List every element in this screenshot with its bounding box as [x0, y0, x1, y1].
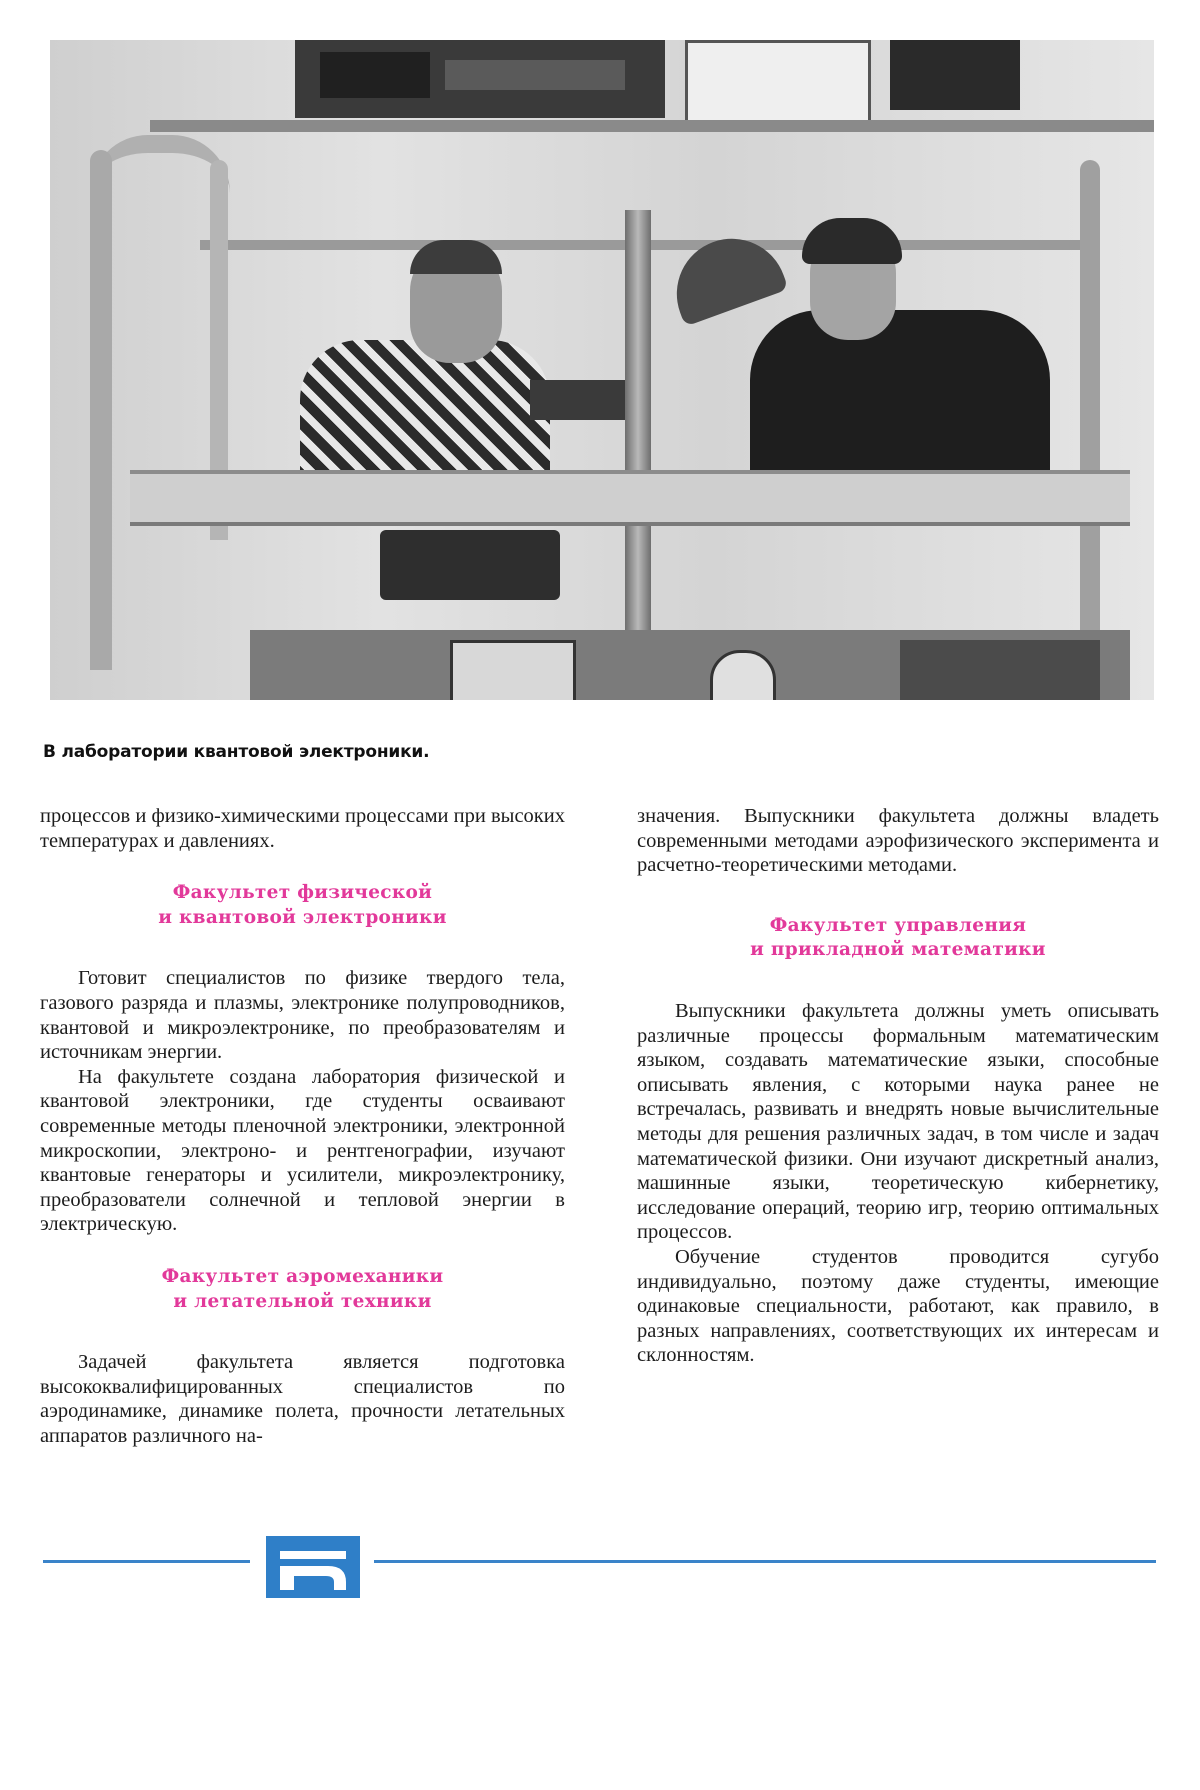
- left-intro-paragraph: процессов и физико-химическими процессами при высоких температурах и давлениях.: [40, 805, 565, 852]
- body-paragraph: Готовит специалистов по физике твердого тела, газового разряда и плазмы, электронике полупроводников, квантовой и микроэлектронике, по преобразователям и источникам энергии.: [40, 967, 565, 1064]
- body-paragraph: Задачей факультета является подготовка высококвалифицированных специалистов по аэродинамике, динамике полета, прочности летательных аппаратов различного на-: [40, 1351, 565, 1447]
- section-heading-physics: [40, 881, 565, 930]
- footer-rule-left: [43, 1560, 250, 1563]
- right-column: [637, 804, 1159, 1368]
- body-paragraph: Выпускники факультета должны уметь описывать различные процессы формальным математическим языком, создавать математические языки, способные описывать явления, с которыми наука ранее не встречалась, развивать и внедрять новые вычислительные методы для решения различных задач, в том числе и задач математической физики. Они изучают дискретный анализ, машинные языки, теоретическую кибернетику, исследование операций, теорию игр, теорию оптимальных процессов.: [637, 999, 1159, 1244]
- section-heading-line: Факультет аэромеханики: [161, 1265, 444, 1287]
- body-paragraph: На факультете создана лаборатория физической и квантовой электроники, где студенты осваивают современные методы пленочной электроники, электронной микроскопии, электроно- и рентгенографии, изучают квантовые генераторы и усилители, микроэлектронику, преобразователи солнечной и тепловой энергии в электрическую.: [40, 1065, 565, 1236]
- section-heading-line: и квантовой электроники: [158, 906, 447, 928]
- section-heading-line: Факультет управления: [769, 914, 1027, 936]
- section-heading-applied-math: [637, 914, 1159, 963]
- institute-logo-icon: [266, 1536, 360, 1598]
- left-column: [40, 804, 565, 1448]
- section-heading-line: и летательной техники: [173, 1290, 432, 1312]
- section-heading-line: Факультет физической: [172, 882, 433, 904]
- right-intro-paragraph: значения. Выпускники факультета должны владеть современными методами аэрофизического эксперимента и расчетно-теоретическими методами.: [637, 805, 1159, 877]
- footer-rule-right: [374, 1560, 1156, 1563]
- laboratory-photo: [50, 40, 1154, 700]
- photo-caption: В лаборатории квантовой электроники.: [43, 742, 430, 762]
- section-heading-aeromechanics: [40, 1265, 565, 1314]
- section-heading-line: и прикладной математики: [750, 939, 1046, 961]
- body-paragraph: Обучение студентов проводится сугубо индивидуально, поэтому даже студенты, имеющие одинаковые специальности, работают, как правило, в разных направлениях, соответствующих их интересам и склонностям.: [637, 1245, 1159, 1367]
